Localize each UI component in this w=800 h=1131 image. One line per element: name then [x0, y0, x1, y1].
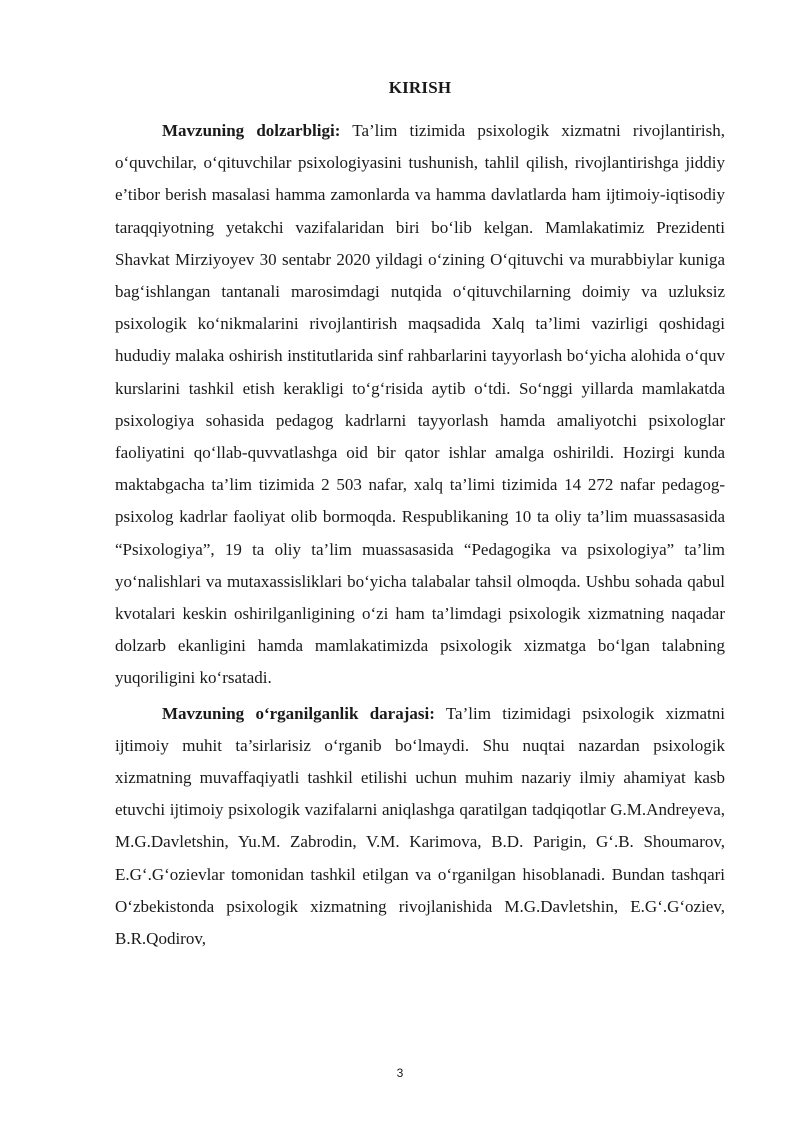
paragraph-text: Ta’lim tizimida psixologik xizmatni rivojlantirish, o‘quvchilar, o‘qituvchilar psixologiyasini tushunish, tahlil qilish, rivojlantirishga jiddiy e’tibor berish masalasi hamma zamonlarda va hamma davlatlarda ham ijtimoiy-iqtisodiy taraqqiyotning yetakchi vazifalaridan biri bo‘lib kelgan. Mamlakatimiz Prezidenti Shavkat Mirziyoyev 30 sentabr 2020 yildagi o‘zining O‘qituvchi va murabbiylar kuniga bag‘ishlangan tantanali marosimdagi nutqida o‘qituvchilarning doimiy va uzluksiz psixologik ko‘nikmalarini rivojlantirish maqsadida Xalq ta’limi vazirligi qoshidagi hududiy malaka oshirish institutlarida sinf rahbarlarini tayyorlash bo‘yicha alohida o‘quv kurslarini tashkil etish kerakligi to‘g‘risida aytib o‘tdi. So‘nggi yillarda mamlakatda psixologiya sohasida pedagog kadrlarni tayyorlash hamda amaliyotchi psixologlar faoliyatini qo‘llab-quvvatlashga oid bir qator ishlar amalga oshirildi. Hozirgi kunda maktabgacha ta’lim tizimida 2 503 nafar, xalq ta’limi tizimida 14 272 nafar pedagog-psixolog kadrlar faoliyat olib bormoqda. Respublikaning 10 ta oliy ta’lim muassasasida “Psixologiya”, 19 ta oliy ta’lim muassasasida “Pedagogika va psixologiya” ta’lim yo‘nalishlari va mutaxassisliklari bo‘yicha talabalar tahsil olmoqda. Ushbu sohada qabul kvotalari keskin oshirilganligining o‘zi ham ta’limdagi psixologik xizmatning naqadar dolzarb ekanligini hamda mamlakatimizda psixologik xizmatga bo‘lgan talabning yuqoriligini ko‘rsatadi.: [115, 121, 725, 688]
paragraph-lead: Mavzuning dolzarbligi:: [162, 121, 341, 140]
paragraph-research-degree: [115, 698, 725, 956]
paragraph-relevance: [115, 115, 725, 695]
document-page: [115, 76, 725, 958]
page-number: 3: [396, 1066, 404, 1080]
paragraph-text: Ta’lim tizimidagi psixologik xizmatni ijtimoiy muhit ta’sirlarisiz o‘rganib bo‘lmaydi. Shu nuqtai nazardan psixologik xizmatning muvaffaqiyatli tashkil etilishi uchun muhim nazariy ilmiy ahamiyat kasb etuvchi ijtimoiy psixologik vazifalarni aniqlashga qaratilgan tadqiqotlar G.M.Andreyeva, M.G.Davletshin, Yu.M. Zabrodin, V.M. Karimova, B.D. Parigin, G‘.B. Shoumarov, E.G‘.G‘ozievlar tomonidan tashkil etilgan va o‘rganilgan hisoblanadi. Bundan tashqari O‘zbekistonda psixologik xizmatning rivojlanishida M.G.Davletshin, E.G‘.G‘oziev, B.R.Qodirov,: [115, 703, 725, 949]
section-heading: KIRISH: [388, 78, 452, 97]
paragraph-lead: Mavzuning o‘rganilganlik darajasi:: [162, 703, 435, 723]
